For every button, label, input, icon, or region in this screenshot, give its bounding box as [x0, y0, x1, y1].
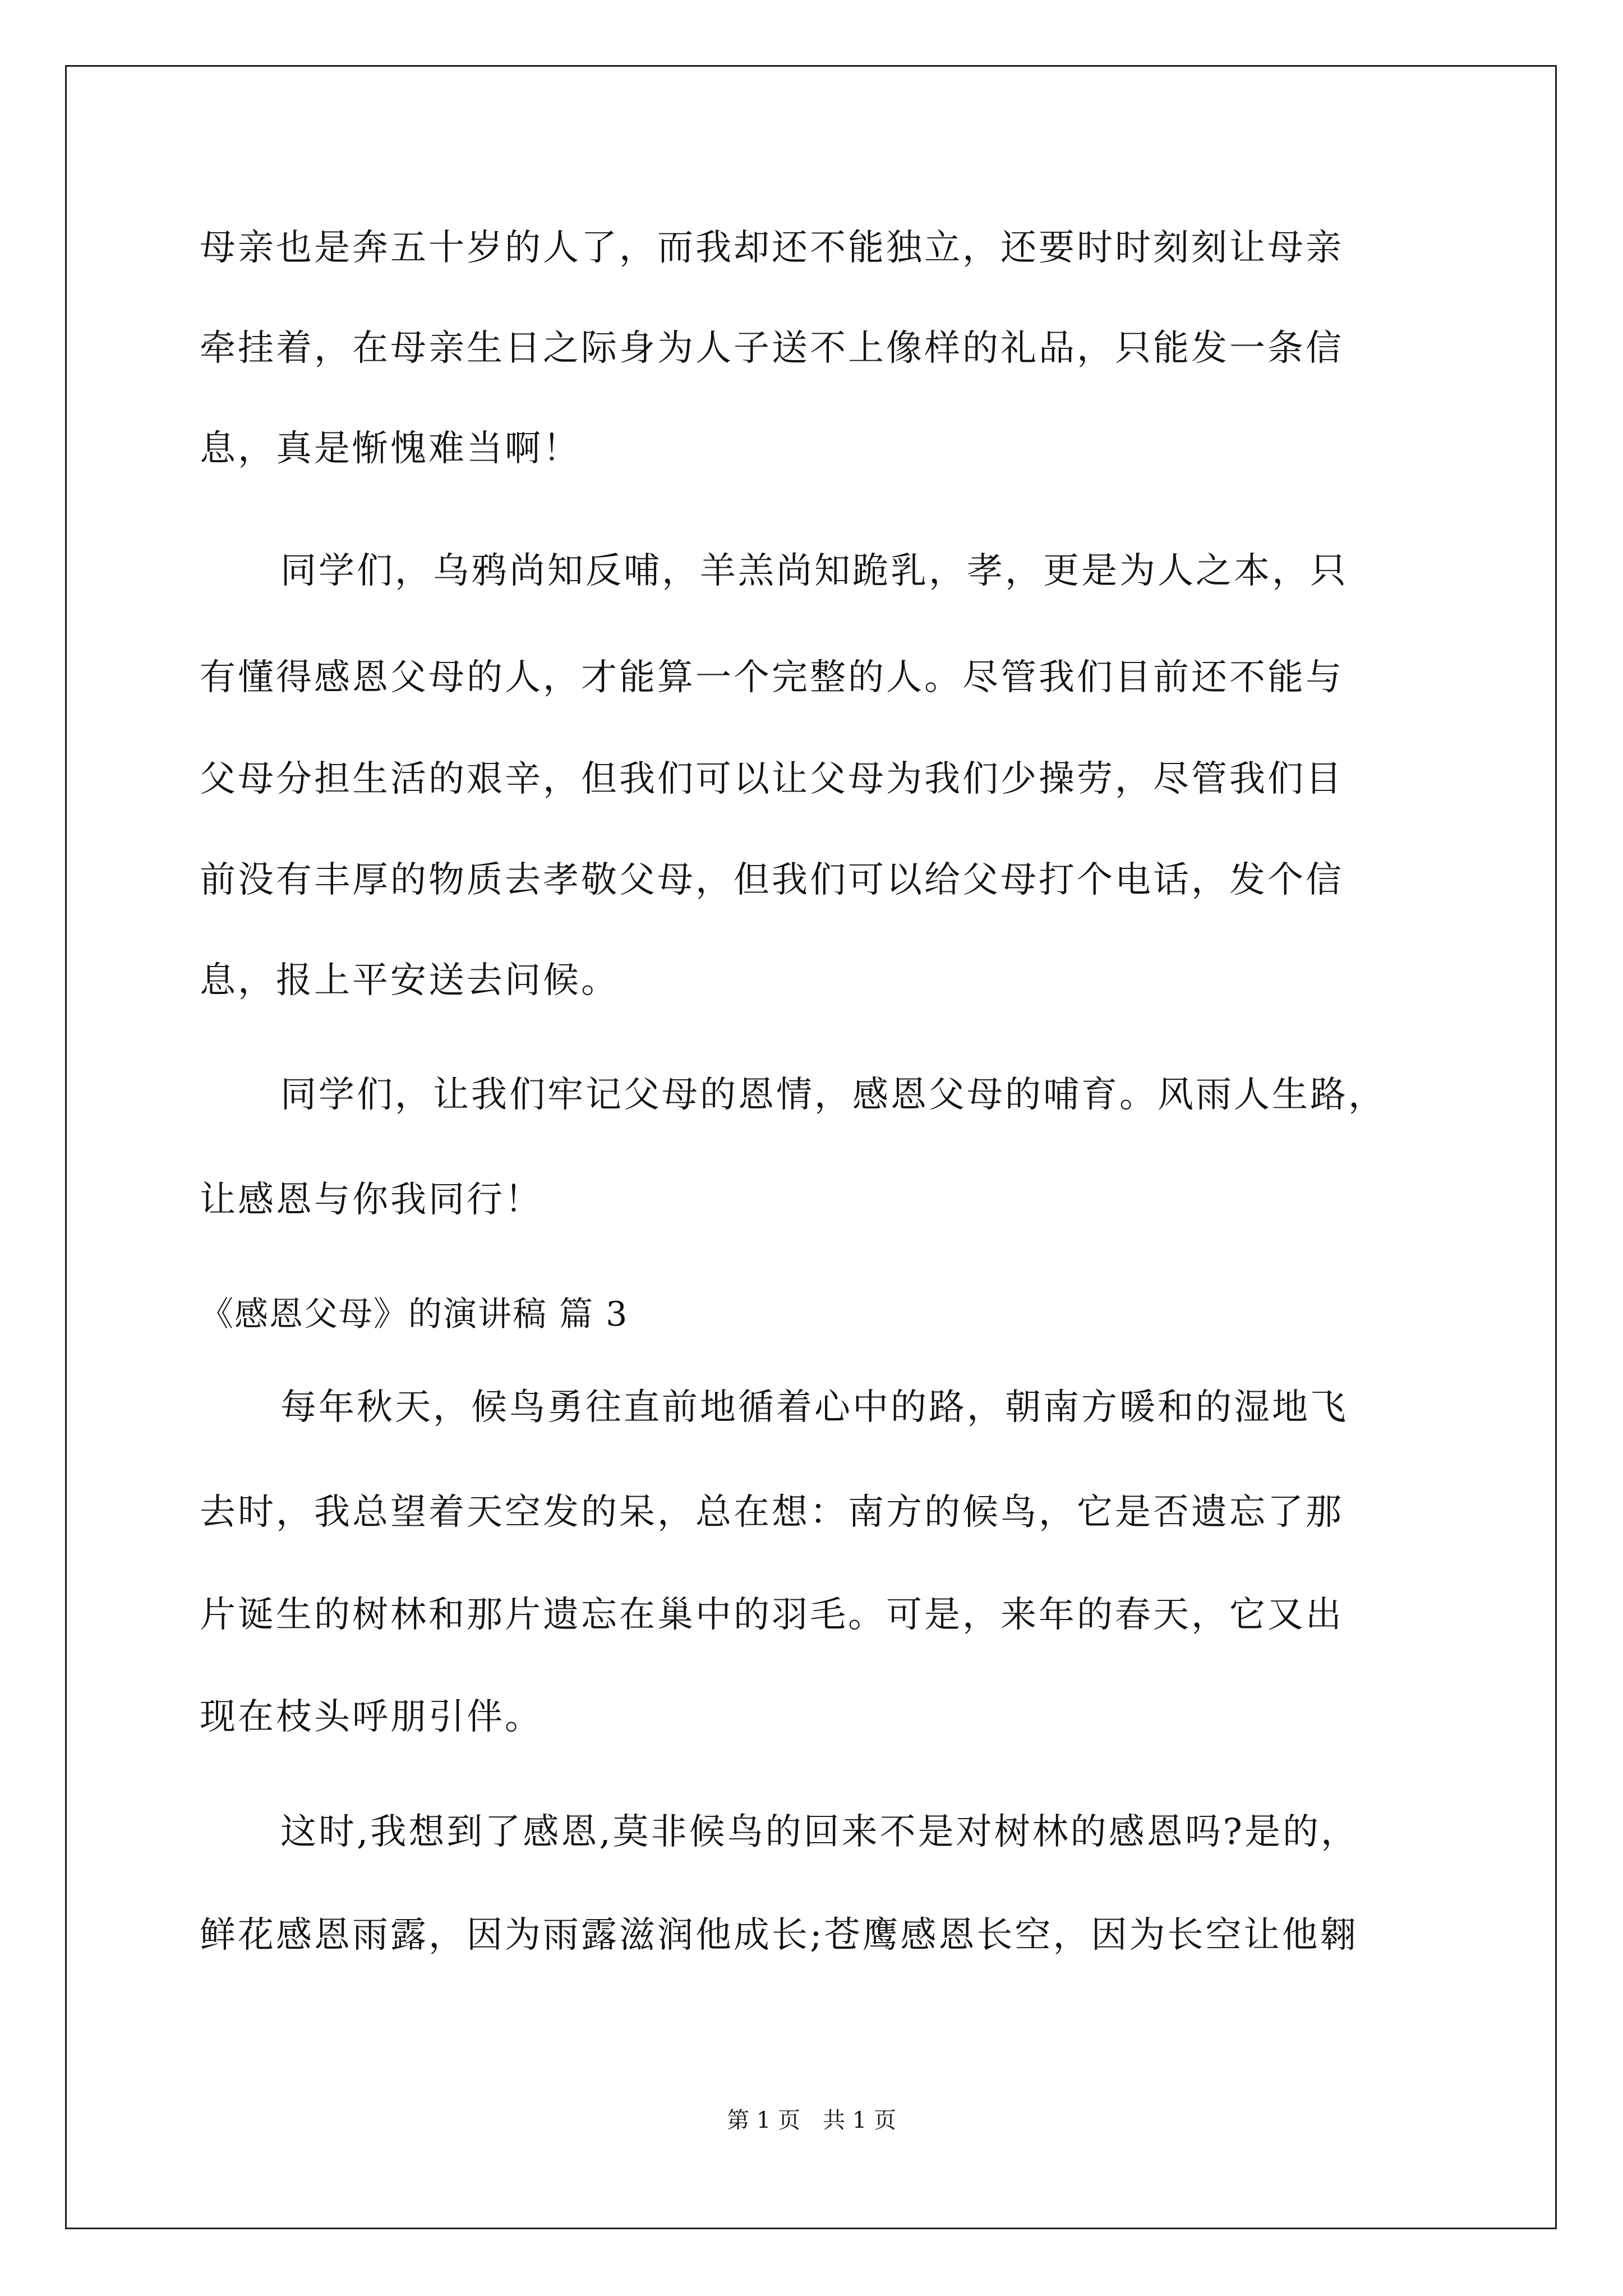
- text-line: 母亲也是奔五十岁的人了，而我却还不能独立，还要时时刻刻让母亲: [200, 227, 1344, 269]
- text-line: 鲜花感恩雨露，因为雨露滋润他成长;苍鹰感恩长空，因为长空让他翱: [200, 1915, 1358, 1956]
- text-line: 同学们，让我们牢记父母的恩情，感恩父母的哺育。风雨人生路，: [280, 1074, 1386, 1116]
- section-heading: 《感恩父母》的演讲稿 篇 3: [200, 1295, 629, 1334]
- page-footer: 第 1 页 共 1 页: [727, 2108, 896, 2133]
- text-line: 去时，我总望着天空发的呆，总在想：南方的候鸟，它是否遗忘了那: [200, 1492, 1344, 1533]
- text-line: 每年秋天，候鸟勇往直前地循着心中的路，朝南方暖和的湿地飞: [280, 1387, 1348, 1428]
- text-line: 父母分担生活的艰辛，但我们可以让父母为我们少操劳，尽管我们目: [200, 758, 1344, 800]
- text-line: 让感恩与你我同行！: [200, 1179, 543, 1221]
- text-line: 片诞生的树林和那片遗忘在巢中的羽毛。可是，来年的春天，它又出: [200, 1594, 1344, 1636]
- text-line: 前没有丰厚的物质去孝敬父母，但我们可以给父母打个电话，发个信: [200, 859, 1344, 901]
- text-line: 息，真是惭愧难当啊！: [200, 428, 581, 470]
- text-line: 这时,我想到了感恩,莫非候鸟的回来不是对树林的感恩吗?是的，: [280, 1811, 1359, 1853]
- text-line: 现在枝头呼朋引伴。: [200, 1696, 543, 1738]
- text-line: 同学们，乌鸦尚知反哺，羊羔尚知跪乳，孝，更是为人之本，只: [280, 550, 1348, 592]
- text-line: 有懂得感恩父母的人，才能算一个完整的人。尽管我们目前还不能与: [200, 657, 1344, 698]
- page-border: [65, 65, 1557, 2229]
- text-line: 息，报上平安送去问候。: [200, 960, 619, 1001]
- text-line: 牵挂着，在母亲生日之际身为人子送不上像样的礼品，只能发一条信: [200, 328, 1344, 369]
